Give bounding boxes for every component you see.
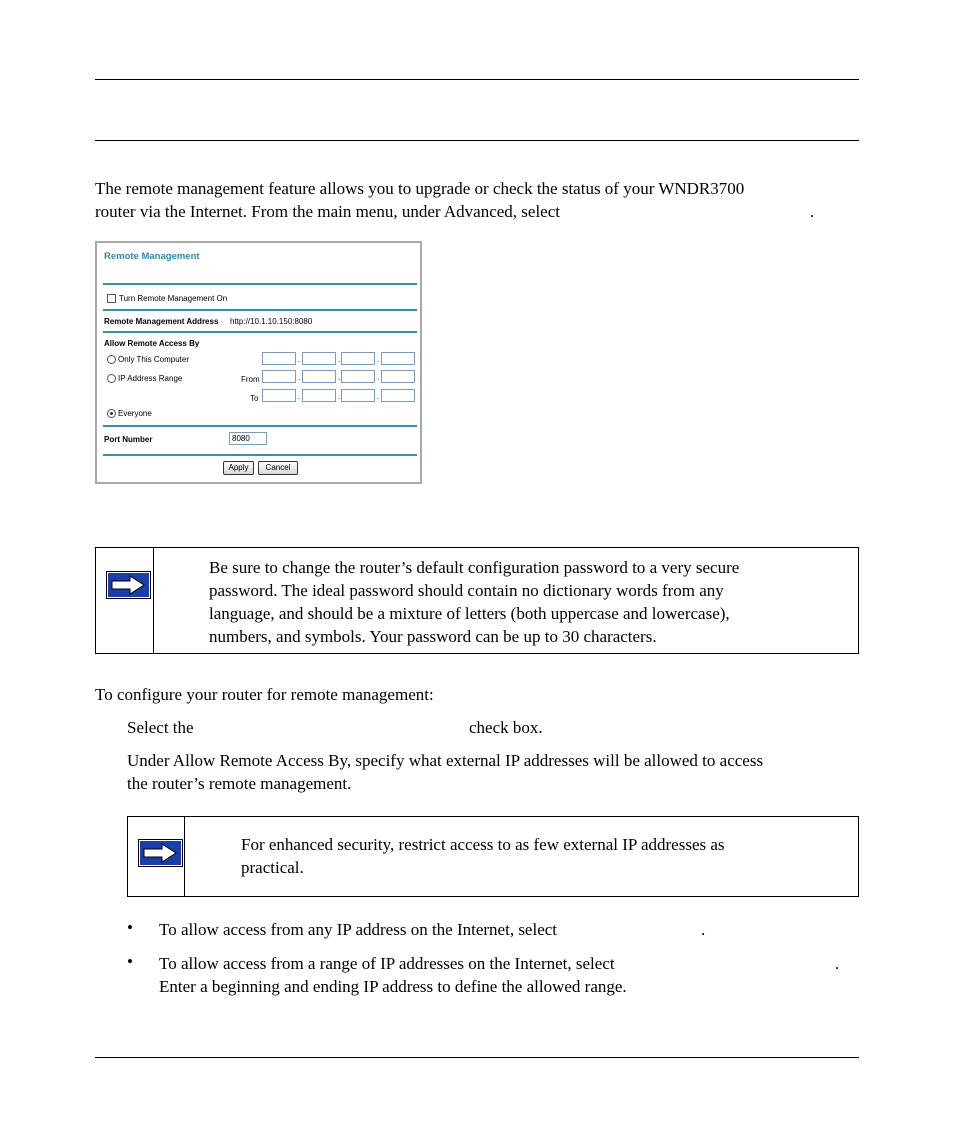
- to-ip-octet-3[interactable]: [341, 389, 375, 402]
- ip-dot: .: [338, 373, 341, 382]
- only-this-computer-radio[interactable]: [107, 355, 116, 364]
- step2-line-2: the router’s remote management.: [127, 774, 352, 793]
- single-ip-octet-2[interactable]: [302, 352, 336, 365]
- ip-dot: .: [298, 355, 301, 364]
- single-ip-octet-3[interactable]: [341, 352, 375, 365]
- bullet1-end: .: [701, 920, 706, 939]
- remote-management-screenshot: [95, 241, 422, 484]
- note1-line: Be sure to change the router’s default configuration password to a very secure: [209, 558, 740, 577]
- port-input[interactable]: 8080: [229, 432, 267, 445]
- bullet-marker: •: [127, 952, 133, 971]
- single-ip-octet-1[interactable]: [262, 352, 296, 365]
- note-arrow-icon: [138, 839, 183, 867]
- ip-dot: .: [338, 355, 341, 364]
- note1-line: password. The ideal password should contain no dictionary words from any: [209, 581, 724, 600]
- ip-dot: .: [377, 392, 380, 401]
- note-divider: [184, 817, 185, 896]
- bullet-marker: •: [127, 918, 133, 937]
- allow-access-label: Allow Remote Access By: [104, 339, 200, 348]
- to-ip-octet-2[interactable]: [302, 389, 336, 402]
- note-box-security: [127, 816, 859, 897]
- bullet2-start: To allow access from a range of IP addresses on the Internet, select: [159, 954, 615, 973]
- apply-button[interactable]: Apply: [223, 461, 254, 475]
- to-ip-octet-4[interactable]: [381, 389, 415, 402]
- everyone-radio[interactable]: [107, 409, 116, 418]
- everyone-label: Everyone: [118, 409, 152, 418]
- ip-range-radio[interactable]: [107, 374, 116, 383]
- from-ip-octet-4[interactable]: [381, 370, 415, 383]
- note2-line: practical.: [241, 858, 304, 877]
- ip-dot: .: [377, 355, 380, 364]
- intro-line-1: The remote management feature allows you to upgrade or check the status of your WNDR3700: [95, 179, 745, 198]
- configure-intro: To configure your router for remote management:: [95, 685, 434, 704]
- ip-dot: .: [377, 373, 380, 382]
- single-ip-octet-4[interactable]: [381, 352, 415, 365]
- note1-line: numbers, and symbols. Your password can be up to 30 characters.: [209, 627, 657, 646]
- bullet2-line-2: Enter a beginning and ending IP address to define the allowed range.: [159, 977, 627, 996]
- bullet1-start: To allow access from any IP address on the Internet, select: [159, 920, 558, 939]
- note-box-password: [95, 547, 859, 654]
- note-arrow-icon: [106, 571, 151, 599]
- panel-separator-3: [103, 331, 417, 333]
- from-ip-octet-3[interactable]: [341, 370, 375, 383]
- ip-dot: .: [298, 373, 301, 382]
- bullet2-end: .: [835, 954, 840, 973]
- intro-line-2: router via the Internet. From the main menu, under Advanced, select: [95, 202, 560, 221]
- footer-rule: [95, 1057, 859, 1058]
- note2-line: For enhanced security, restrict access to as few external IP addresses as: [241, 835, 725, 854]
- panel-separator-5: [103, 454, 417, 456]
- from-label: From: [241, 375, 260, 384]
- step2-line-1: Under Allow Remote Access By, specify what external IP addresses will be allowed to access: [127, 751, 764, 770]
- to-ip-octet-1[interactable]: [262, 389, 296, 402]
- step1-end: check box.: [469, 718, 543, 737]
- port-label: Port Number: [104, 435, 153, 444]
- intro-line-2-period: .: [810, 202, 815, 221]
- from-ip-octet-1[interactable]: [262, 370, 296, 383]
- turn-on-label: Turn Remote Management On: [119, 294, 228, 303]
- from-ip-octet-2[interactable]: [302, 370, 336, 383]
- panel-separator-4: [103, 425, 417, 427]
- ip-dot: .: [338, 392, 341, 401]
- note-divider: [153, 548, 154, 653]
- panel-title: Remote Management: [104, 251, 200, 262]
- cancel-button[interactable]: Cancel: [258, 461, 298, 475]
- to-label: To: [250, 394, 259, 403]
- header-rule-top: [95, 79, 859, 80]
- note1-line: language, and should be a mixture of letters (both uppercase and lowercase),: [209, 604, 730, 623]
- ip-dot: .: [298, 392, 301, 401]
- step1-start: Select the: [127, 718, 194, 737]
- panel-separator-1: [103, 283, 417, 285]
- ip-range-label: IP Address Range: [118, 374, 183, 383]
- header-rule-bottom: [95, 140, 859, 141]
- turn-on-checkbox[interactable]: [107, 294, 116, 303]
- address-label: Remote Management Address: [104, 317, 219, 326]
- address-value: http://10.1.10.150:8080: [230, 317, 313, 326]
- panel-separator-2: [103, 309, 417, 311]
- only-this-computer-label: Only This Computer: [118, 355, 189, 364]
